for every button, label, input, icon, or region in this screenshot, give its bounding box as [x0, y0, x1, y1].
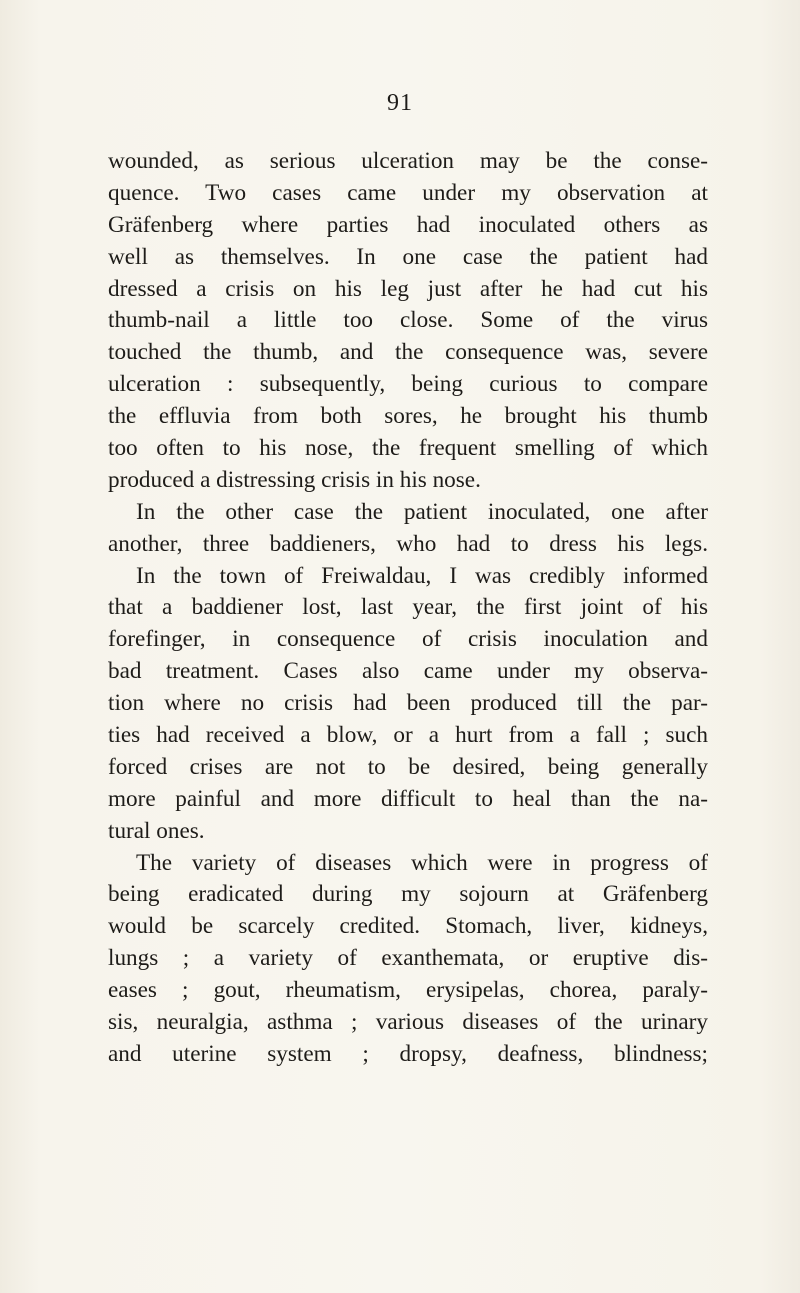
text-line: more painful and more difficult to heal than the na-	[108, 785, 708, 812]
text-line: that a baddiener lost, last year, the first joint of his	[108, 594, 708, 621]
body-text	[108, 146, 708, 1071]
text-line: ties had received a blow, or a hurt from a fall ; such	[108, 722, 708, 749]
text-line: produced a distressing crisis in his nose.	[108, 466, 481, 493]
paragraph-start-line: The variety of diseases which were in progress of	[136, 849, 708, 876]
text-line: quence. Two cases came under my observation at	[108, 179, 708, 206]
text-line: tion where no crisis had been produced till the par-	[108, 690, 708, 717]
text-line: sis, neuralgia, asthma ; various diseases of the urinary	[108, 1009, 708, 1036]
text-line: too often to his nose, the frequent smelling of which	[108, 435, 708, 462]
text-line: and uterine system ; dropsy, deafness, blindness;	[108, 1040, 708, 1067]
text-line: the effluvia from both sores, he brought his thumb	[108, 403, 708, 430]
text-line: would be scarcely credited. Stomach, liver, kidneys,	[108, 913, 708, 940]
text-line: eases ; gout, rheumatism, erysipelas, chorea, paraly-	[108, 977, 708, 1004]
text-line: being eradicated during my sojourn at Gräfenberg	[108, 881, 708, 908]
text-line: well as themselves. In one case the patient had	[108, 243, 708, 270]
paragraph-start-line: In the other case the patient inoculated, one after	[136, 498, 708, 525]
text-line: lungs ; a variety of exanthemata, or eruptive dis-	[108, 945, 708, 972]
text-line: tural ones.	[108, 817, 205, 844]
text-line: Gräfenberg where parties had inoculated others as	[108, 211, 708, 238]
text-line: touched the thumb, and the consequence was, severe	[108, 339, 708, 366]
paragraph-start-line: In the town of Freiwaldau, I was credibly informed	[136, 562, 708, 589]
text-line: wounded, as serious ulceration may be the conse-	[108, 148, 708, 174]
text-line: thumb-nail a little too close. Some of the virus	[108, 307, 708, 334]
text-line: bad treatment. Cases also came under my observa-	[108, 658, 708, 685]
text-line: another, three baddieners, who had to dress his legs.	[108, 530, 708, 557]
text-line: ulceration : subsequently, being curious to compare	[108, 371, 708, 398]
page-number: 91	[387, 90, 413, 116]
text-line: dressed a crisis on his leg just after he had cut his	[108, 275, 708, 302]
text-line: forefinger, in consequence of crisis inoculation and	[108, 626, 708, 653]
text-line: forced crises are not to be desired, being generally	[108, 753, 708, 780]
